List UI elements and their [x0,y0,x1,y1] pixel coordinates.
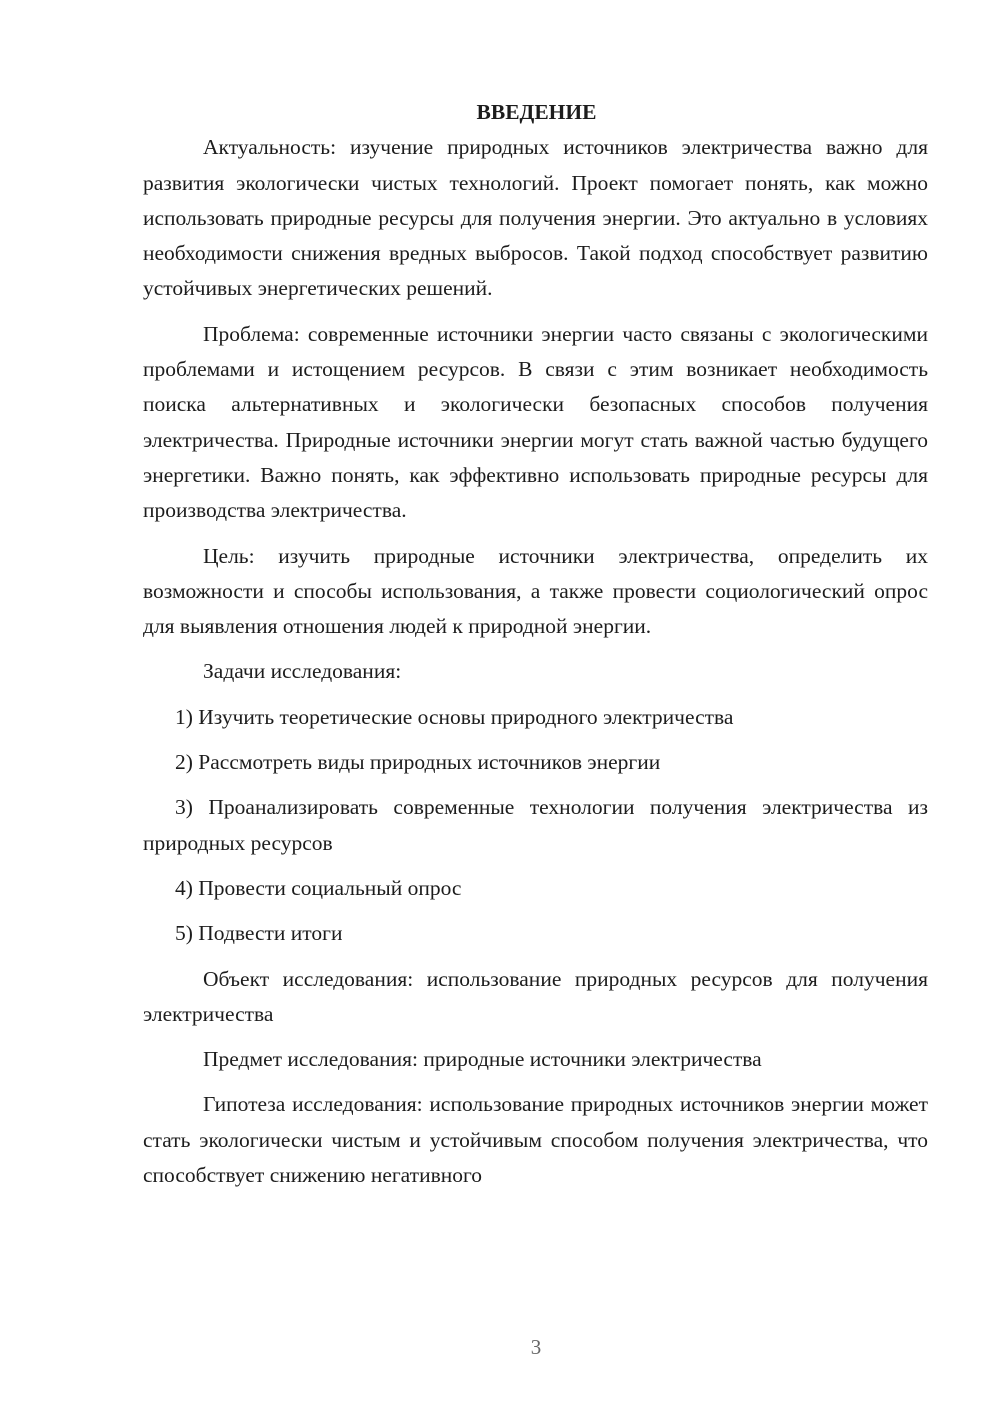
page-title: ВВЕДЕНИЕ [476,100,597,124]
paragraph-goal: Цель: изучить природные источники электричества, определить их возможности и способы использования, а также провести социологический опрос для выявления отношения людей к природной энергии. [143,543,928,639]
task-item: 1) Изучить теоретические основы природного электричества [175,704,734,729]
paragraph-object: Объект исследования: использование природных ресурсов для получения электричества [143,966,928,1026]
tasks-heading: Задачи исследования: [203,659,402,684]
paragraph-subject: Предмет исследования: природные источники электричества [203,1047,762,1072]
page-number: 3 [530,1335,542,1359]
paragraph-hypothesis: Гипотеза исследования: использование природных источников энергии может стать экологически чистым и устойчивым способом получения электричества, что способствует снижению негативного [143,1092,928,1188]
task-item: 4) Провести социальный опрос [175,875,462,900]
task-item: 3) Проанализировать современные технологии получения электричества из природных ресурсов [143,795,928,855]
page-content [143,95,928,1203]
task-item: 5) Подвести итоги [175,921,343,946]
paragraph-relevance: Актуальность: изучение природных источников электричества важно для развития экологически чистых технологий. Проект помогает понять, как можно использовать природные ресурсы для получения энергии. Это актуально в условиях необходимости снижения вредных выбросов. Такой подход способствует развитию устойчивых энергетических решений. [143,135,928,301]
task-item: 2) Рассмотреть виды природных источников энергии [175,750,661,775]
paragraph-problem: Проблема: современные источники энергии часто связаны с экологическими проблемами и истощением ресурсов. В связи с этим возникает необходимость поиска альтернативных и экологически безопасных способов получения электричества. Природные источники энергии могут стать важной частью будущего энергетики. Важно понять, как эффективно использовать природные ресурсы для производства электричества. [143,321,928,523]
